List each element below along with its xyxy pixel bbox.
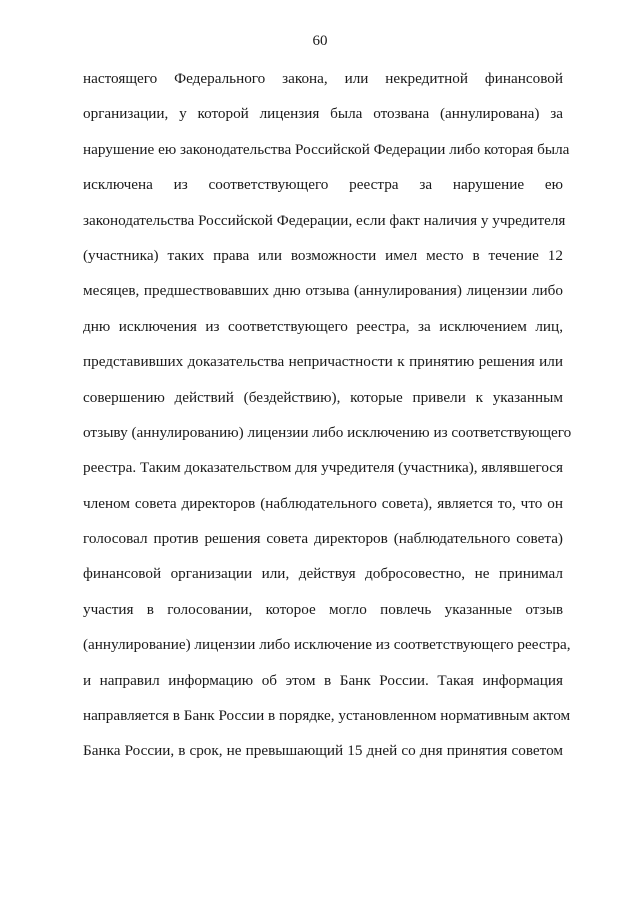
text-line: голосовал против решения совета директоров (наблюдательного совета) xyxy=(83,530,563,548)
text-line: членом совета директоров (наблюдательного совета), является то, что он xyxy=(83,494,563,512)
text-line: участия в голосовании, которое могло повлечь указанные отзыв xyxy=(83,600,563,618)
body-text xyxy=(83,69,572,777)
text-line: исключена из соответствующего реестра за нарушение ею xyxy=(83,176,563,194)
page-number: 60 xyxy=(312,33,328,49)
text-line: месяцев, предшествовавших дню отзыва (аннулирования) лицензии либо xyxy=(83,282,563,300)
text-line: представивших доказательства непричастности к принятию решения или xyxy=(83,353,563,371)
text-line: нарушение ею законодательства Российской Федерации либо которая была xyxy=(83,140,570,158)
text-line: (участника) таких права или возможности имел место в течение 12 xyxy=(83,246,563,264)
text-line: Банка России, в срок, не превышающий 15 дней со дня принятия советом xyxy=(83,742,563,760)
text-line: организации, у которой лицензия была отозвана (аннулирована) за xyxy=(83,105,563,123)
text-line: (аннулирование) лицензии либо исключение из соответствующего реестра, xyxy=(83,636,571,654)
text-line: совершению действий (бездействию), которые привели к указанным xyxy=(83,388,563,406)
text-line: дню исключения из соответствующего реестра, за исключением лиц, xyxy=(83,317,563,335)
text-line: и направил информацию об этом в Банк России. Такая информация xyxy=(83,671,563,689)
text-line: направляется в Банк России в порядке, установленном нормативным актом xyxy=(83,707,571,725)
text-line: законодательства Российской Федерации, если факт наличия у учредителя xyxy=(83,211,566,229)
text-line: финансовой организации или, действуя добросовестно, не принимал xyxy=(83,565,563,583)
text-line: реестра. Таким доказательством для учредителя (участника), являвшегося xyxy=(83,459,564,477)
text-line: отзыву (аннулированию) лицензии либо исключению из соответствующего xyxy=(83,423,572,441)
text-line: настоящего Федерального закона, или некредитной финансовой xyxy=(83,70,563,87)
